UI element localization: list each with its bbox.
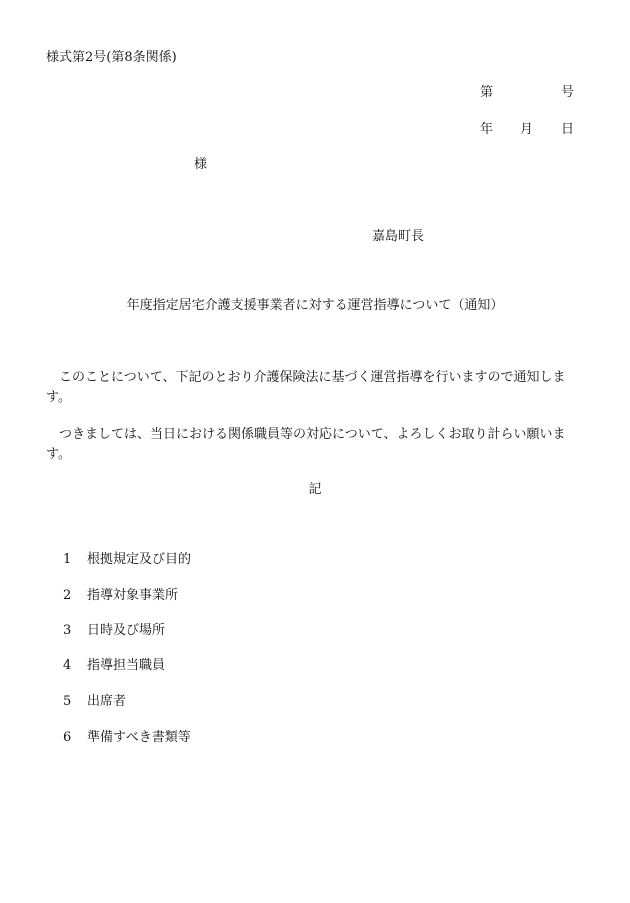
list-item xyxy=(63,659,165,672)
list-item xyxy=(63,589,178,602)
item-label: 根拠規定及び目的 xyxy=(87,552,192,567)
item-number: 5 xyxy=(63,694,72,709)
item-number: 4 xyxy=(63,658,72,673)
issuer-name: 嘉島町長 xyxy=(372,229,425,244)
list-item xyxy=(63,624,165,637)
item-label: 指導対象事業所 xyxy=(87,588,179,603)
doc-number-prefix: 第 xyxy=(480,85,494,100)
item-label: 準備すべき書類等 xyxy=(87,730,191,745)
body-paragraph-2: つきましては、当日における関係職員等の対応について、よろしくお取り計らい願います。 xyxy=(46,427,566,462)
date-day: 日 xyxy=(561,122,575,137)
date-year: 年 xyxy=(480,122,494,137)
body-paragraph-1: このことについて、下記のとおり介護保険法に基づく運営指導を行いますので通知します。 xyxy=(46,370,566,405)
document-title: 年度指定居宅介護支援事業者に対する運営指導について（通知） xyxy=(126,298,504,313)
list-item xyxy=(63,553,191,566)
list-item xyxy=(63,695,126,708)
item-number: 2 xyxy=(63,588,72,603)
item-label: 日時及び場所 xyxy=(87,623,166,638)
item-number: 6 xyxy=(63,730,72,745)
list-item xyxy=(63,731,191,744)
form-number: 様式第2号(第8条関係) xyxy=(46,50,177,65)
item-label: 指導担当職員 xyxy=(87,658,166,673)
item-number: 1 xyxy=(63,552,72,567)
doc-number-suffix: 号 xyxy=(561,85,575,100)
item-label: 出席者 xyxy=(87,694,127,709)
ki-heading: 記 xyxy=(308,482,322,497)
date-month: 月 xyxy=(520,122,534,137)
item-number: 3 xyxy=(63,623,72,638)
recipient-honorific: 様 xyxy=(194,157,208,172)
